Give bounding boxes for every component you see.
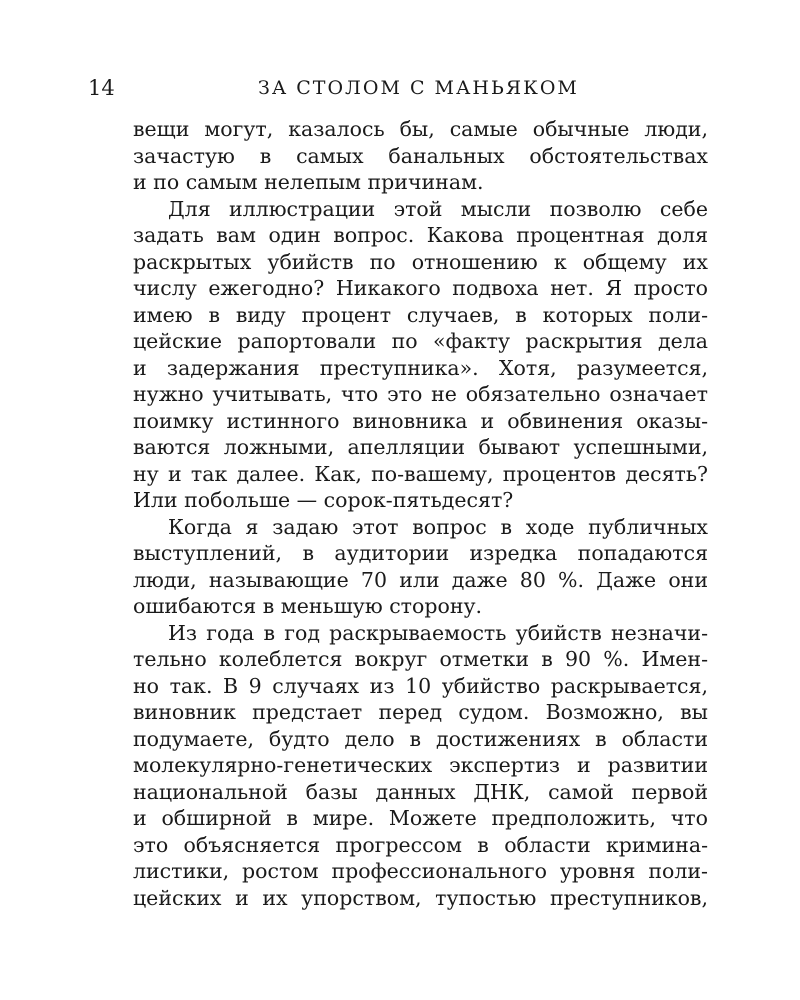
page-header (88, 73, 708, 103)
text-line: подумаете, будто дело в достижениях в области (133, 726, 708, 751)
text-line: цейские рапортовали по «факту раскрытия дела (133, 329, 708, 353)
text-line: Когда я задаю этот вопрос в ходе публичных (168, 514, 708, 539)
text-line: но так. В 9 случаях из 10 убийство раскрывается, (133, 673, 708, 698)
page-number: 14 (88, 76, 115, 100)
text-line: ну и так далее. Как, по-вашему, процентов десять? (133, 461, 708, 486)
text-line: молекулярно-генетических экспертиз и развитии (133, 753, 708, 777)
text-line: нужно учитывать, что это не обязательно означает (133, 382, 708, 406)
text-line: задать вам один вопрос. Какова процентная доля (133, 223, 708, 247)
text-line: листики, ростом профессионального уровня поли- (133, 859, 708, 883)
text-line: поимку истинного виновника и обвинения оказы- (133, 408, 708, 433)
text-line: национальной базы данных ДНК, самой первой (133, 779, 708, 804)
text-line: и обширной в мире. Можете предположить, что (133, 806, 708, 830)
text-line: числу ежегодно? Никакого подвоха нет. Я просто (133, 276, 708, 300)
text-line: Из года в год раскрываемость убийств незначи- (168, 620, 708, 645)
body-text (133, 116, 708, 911)
text-line: виновник предстает перед судом. Возможно, вы (133, 700, 708, 724)
text-line: это объясняется прогрессом в области кримина- (133, 832, 708, 857)
text-line: ошибаются в меньшую сторону. (133, 594, 483, 618)
text-line: тельно колеблется вокруг отметки в 90 %. Имен- (133, 647, 708, 671)
text-line: выступлений, в аудитории изредка попадаются (133, 541, 708, 565)
text-line: Или побольше — сорок-пятьдесят? (133, 488, 514, 512)
running-title: ЗА СТОЛОМ С МАНЬЯКОМ (258, 77, 579, 99)
text-line: раскрытых убийств по отношению к общему их (133, 249, 708, 274)
text-line: зачастую в самых банальных обстоятельствах (133, 143, 708, 168)
text-line: вещи могут, казалось бы, самые обычные люди, (133, 117, 708, 141)
text-line: ваются ложными, апелляции бывают успешными, (133, 435, 708, 459)
text-line: имею в виду процент случаев, в которых поли- (133, 302, 708, 327)
text-line: Для иллюстрации этой мысли позволю себе (168, 196, 708, 221)
text-line: люди, называющие 70 или даже 80 %. Даже они (133, 567, 708, 592)
text-line: цейских и их упорством, тупостью преступников, (133, 885, 708, 910)
text-line: и задержания преступника». Хотя, разумеется, (133, 355, 708, 380)
text-line: и по самым нелепым причинам. (133, 170, 484, 194)
